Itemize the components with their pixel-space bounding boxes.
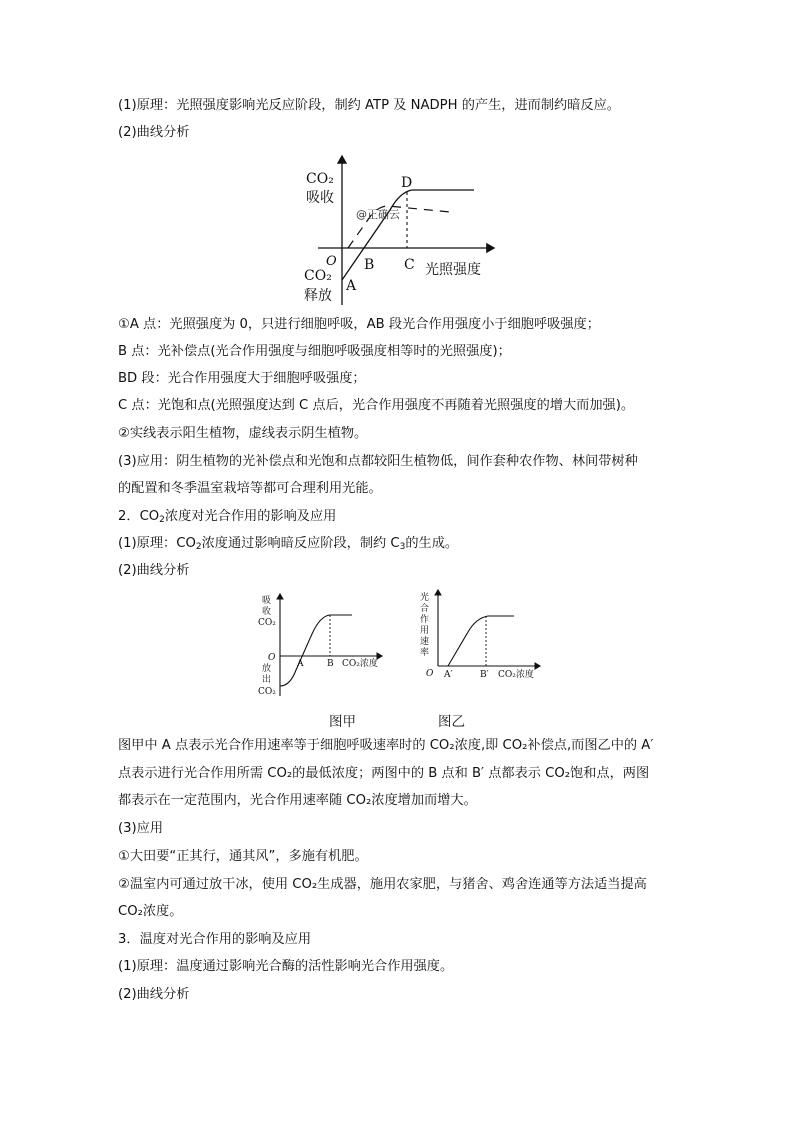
co2-figure-jia [252, 590, 392, 700]
y-label-6: 率 [420, 648, 430, 658]
point-d-label: D [401, 175, 413, 191]
y-label-1: 光 [420, 593, 430, 603]
y-top-label-1: CO₂ [306, 171, 334, 187]
x-axis-label: CO₂浓度 [498, 670, 534, 680]
curve-heading-light: (2)曲线分析 [118, 125, 190, 140]
origin-label: O [326, 254, 337, 269]
co2-curve-jia [280, 615, 352, 686]
x-axis-label: 光照强度 [425, 262, 481, 278]
point-a-label: A′ [444, 670, 453, 680]
y-top-label-2: 收 [262, 607, 272, 617]
application-co2-2b: CO₂浓度。 [118, 904, 183, 919]
origin-label: O [426, 669, 434, 679]
application-light-2: 的配置和冬季温室栽培等都可合理利用光能。 [118, 481, 382, 496]
y-label-5: 速 [420, 637, 430, 647]
y-top-label-3: CO₂ [258, 618, 276, 628]
y-bottom-label-2: 出 [262, 675, 272, 685]
point-c-label: C [404, 257, 415, 273]
principle-co2: (1)原理：$CO_2$浓度通过影响暗反应阶段，制约 $C_3$的生成。 [118, 536, 459, 552]
caption-jia: 图甲 [329, 714, 356, 730]
application-heading-co2: (3)应用 [118, 821, 164, 836]
principle-temperature: (1)原理：温度通过影响光合酶的活性影响光合作用强度。 [118, 959, 454, 974]
x-axis-label: CO₂浓度 [342, 659, 378, 669]
y-label-3: 作 [420, 615, 430, 625]
y-top-label-2: 吸收 [306, 190, 334, 206]
y-bottom-label-3: CO₂ [258, 687, 276, 697]
section2-title: 2．$CO_2$浓度对光合作用的影响及应用 [118, 509, 337, 525]
caption-yi: 图乙 [438, 714, 465, 730]
point-b-label: B [327, 659, 334, 669]
y-bottom-label-1: CO₂ [304, 268, 332, 284]
co2-figure-yi [410, 586, 550, 684]
point-b-label: B [364, 257, 375, 273]
origin-label: O [268, 653, 276, 663]
principle-light: (1)原理：光照强度影响光反应阶段，制约 ATP 及 NADPH 的产生，进而制约暗反应。 [118, 98, 620, 113]
y-label-2: 合 [420, 604, 430, 614]
y-bottom-label-2: 释放 [304, 288, 332, 304]
application-co2-2a: ②温室内可通过放干冰，使用 CO₂生成器，施用农家肥，与猪舍、鸡舍连通等方法适当提高 [118, 877, 647, 892]
solid-dashed-desc: ②实线表示阳生植物，虚线表示阴生植物。 [118, 426, 368, 441]
point-a-label: A [346, 278, 357, 294]
curve-heading-temperature: (2)曲线分析 [118, 987, 190, 1002]
point-a-desc: ①A 点：光照强度为 0，只进行细胞呼吸，AB 段光合作用强度小于细胞呼吸强度； [118, 317, 600, 332]
watermark: @正确云 [356, 208, 400, 221]
analysis-line-1: 图甲中 A 点表示光合作用速率等于细胞呼吸速率时的 CO₂浓度,即 CO₂补偿点,而图乙中的 A′ [118, 738, 654, 753]
co2-curve-yi [448, 616, 514, 666]
point-c-desc: C 点：光饱和点(光照强度达到 C 点后，光合作用强度不再随着光照强度的增大而加强)。 [118, 398, 635, 413]
point-a-label: A [297, 659, 304, 669]
application-co2-1: ①大田要“正其行，通其风”，多施有机肥。 [118, 849, 368, 864]
light-intensity-figure [290, 150, 510, 310]
analysis-line-3: 都表示在一定范围内，光合作用速率随 CO₂浓度增加而增大。 [118, 793, 477, 808]
section3-title: 3．温度对光合作用的影响及应用 [118, 932, 312, 947]
analysis-line-2: 点表示进行光合作用所需 CO₂的最低浓度；两图中的 B 点和 B′ 点都表示 CO₂饱和点，两图 [118, 766, 650, 781]
application-light-1: (3)应用：阴生植物的光补偿点和光饱和点都较阳生植物低，间作套种农作物、林间带树种 [118, 454, 638, 469]
point-b-label: B′ [480, 670, 489, 680]
point-b-desc: B 点：光补偿点(光合作用强度与细胞呼吸强度相等时的光照强度)； [118, 344, 511, 359]
y-top-label-1: 吸 [262, 596, 272, 606]
y-bottom-label-1: 放 [262, 664, 272, 674]
bd-segment-desc: BD 段：光合作用强度大于细胞呼吸强度； [118, 371, 366, 386]
y-label-4: 用 [420, 626, 430, 636]
curve-heading-co2: (2)曲线分析 [118, 563, 190, 578]
